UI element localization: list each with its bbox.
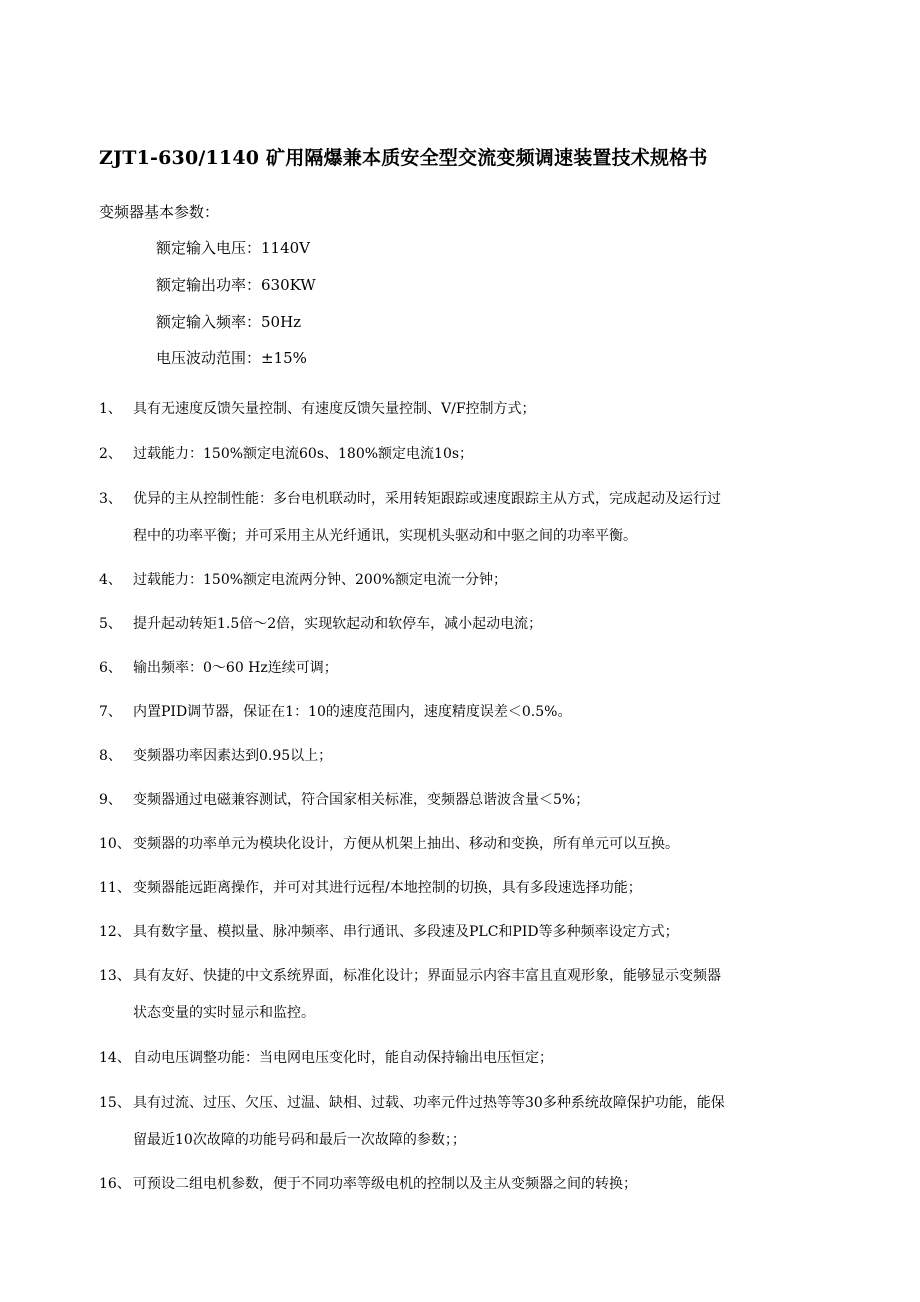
param-rated-input-voltage: 额定输入电压：1140V: [156, 239, 311, 257]
spec-item-14: [99, 1040, 819, 1077]
param-voltage-fluctuation-range: 电压波动范围：±15%: [156, 349, 307, 367]
spec-item-3: [99, 481, 819, 555]
spec-item-6: [99, 650, 819, 687]
item-number: 14、: [99, 1050, 131, 1066]
item-text: 自动电压调整功能：当电网电压变化时，能自动保持输出电压恒定；: [133, 1050, 553, 1066]
item-text: 具有过流、过压、欠压、过温、缺相、过载、功率元件过热等等30多种系统故障保护功能，能保: [133, 1095, 725, 1111]
spec-item-7: [99, 694, 819, 731]
item-text: 变频器功率因素达到0.95以上；: [133, 748, 333, 764]
item-text: 提升起动转矩1.5倍～2倍，实现软起动和软停车，减小起动电流；: [133, 616, 543, 632]
spec-item-11: [99, 870, 819, 907]
item-text: 可预设二组电机参数，便于不同功率等级电机的控制以及主从变频器之间的转换；: [133, 1176, 637, 1192]
item-text-continuation: 程中的功率平衡；并可采用主从光纤通讯，实现机头驱动和中驱之间的功率平衡。: [133, 528, 637, 544]
item-text: 具有无速度反馈矢量控制、有速度反馈矢量控制、V/F控制方式；: [133, 401, 536, 417]
item-number: 2、: [99, 446, 122, 462]
item-number: 3、: [99, 491, 122, 507]
item-number: 16、: [99, 1176, 131, 1192]
item-number: 13、: [99, 968, 131, 984]
item-text: 过载能力：150%额定电流60s、180%额定电流10s；: [133, 446, 474, 462]
item-text: 内置PID调节器，保证在1：10的速度范围内，速度精度误差＜0.5%。: [133, 704, 572, 720]
params-heading: 变频器基本参数：: [99, 203, 220, 221]
spec-item-2: [99, 436, 819, 473]
item-number: 12、: [99, 924, 131, 940]
spec-item-16: [99, 1166, 819, 1203]
spec-item-5: [99, 606, 819, 643]
item-number: 5、: [99, 616, 122, 632]
item-text: 过载能力：150%额定电流两分钟、200%额定电流一分钟；: [133, 572, 508, 588]
spec-item-13: [99, 958, 819, 1032]
param-rated-output-power: 额定输出功率：630KW: [156, 276, 316, 294]
spec-item-15: [99, 1085, 819, 1159]
item-number: 15、: [99, 1095, 131, 1111]
spec-item-9: [99, 782, 819, 819]
item-text-continuation: 状态变量的实时显示和监控。: [133, 1005, 315, 1021]
spec-item-4: [99, 562, 819, 599]
document-title: ZJT1-630/1140 矿用隔爆兼本质安全型交流变频调速装置技术规格书: [99, 147, 708, 169]
item-number: 11、: [99, 880, 131, 896]
item-text-continuation: 留最近10次故障的功能号码和最后一次故障的参数；；: [133, 1132, 466, 1148]
item-text: 变频器通过电磁兼容测试，符合国家相关标准，变频器总谐波含量＜5%；: [133, 792, 590, 808]
item-text: 变频器的功率单元为模块化设计，方便从机架上抽出、移动和变换，所有单元可以互换。: [133, 836, 679, 852]
item-number: 10、: [99, 836, 131, 852]
item-text: 具有数字量、模拟量、脉冲频率、串行通讯、多段速及PLC和PID等多种频率设定方式；: [133, 924, 679, 940]
item-number: 8、: [99, 748, 122, 764]
spec-item-8: [99, 738, 819, 775]
param-rated-input-frequency: 额定输入频率：50Hz: [156, 313, 302, 331]
item-text: 变频器能远距离操作，并可对其进行远程/本地控制的切换，具有多段速选择功能；: [133, 880, 642, 896]
spec-item-1: [99, 391, 819, 428]
item-number: 9、: [99, 792, 122, 808]
item-number: 7、: [99, 704, 122, 720]
item-text: 优异的主从控制性能：多台电机联动时，采用转矩跟踪或速度跟踪主从方式，完成起动及运行过: [133, 491, 721, 507]
spec-item-10: [99, 826, 819, 863]
item-number: 6、: [99, 660, 122, 676]
item-text: 具有友好、快捷的中文系统界面，标准化设计；界面显示内容丰富且直观形象，能够显示变频器: [133, 968, 721, 984]
item-text: 输出频率：0～60 Hz连续可调；: [133, 660, 338, 676]
item-number: 1、: [99, 401, 122, 417]
item-number: 4、: [99, 572, 122, 588]
spec-item-12: [99, 914, 819, 951]
